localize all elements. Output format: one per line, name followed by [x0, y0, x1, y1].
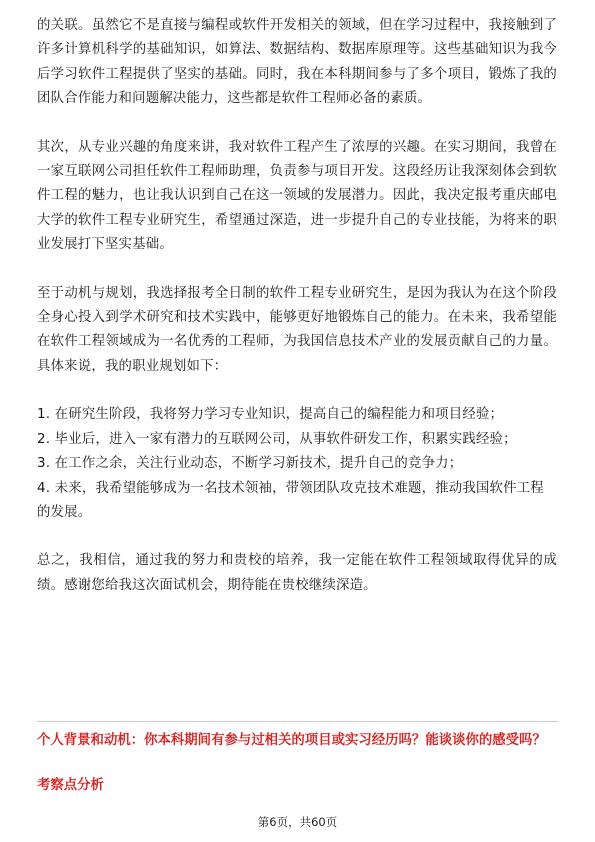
paragraph-motivation: 至于动机与规划，我选择报考全日制的软件工程专业研究生，是因为我认为在这个阶段全身心投入到学术研究和技术实践中，能够更好地锻炼自己的能力。在未来，我希望能在软件工程领域成为一名优秀的工程师，为我国信息技术产业的发展贡献自己的力量。具体来说，我的职业规划如下：: [37, 285, 557, 374]
list-item: 2. 毕业后，进入一家有潜力的互联网公司，从事软件研发工作，积累实践经验；: [37, 431, 517, 447]
interview-question: 个人背景和动机：你本科期间有参与过相关的项目或实习经历吗？能谈谈你的感受吗？: [37, 733, 546, 748]
divider: [37, 721, 558, 722]
page-number: 第6页，共60页: [257, 815, 338, 829]
analysis-heading: 考察点分析: [37, 778, 104, 793]
paragraph-background: 的关联。虽然它不是直接与编程或软件开发相关的领域，但在学习过程中，我接触到了许多计算机科学的基础知识，如算法、数据结构、数据库原理等。这些基础知识为我今后学习软件工程提供了坚实的基础。同时，我在本科期间参与了多个项目，锻炼了我的团队合作能力和问题解决能力，这些都是软件工程师必备的素质。: [37, 18, 557, 107]
document-body: [37, 14, 557, 598]
career-plan-list: [37, 403, 557, 525]
list-item: 1. 在研究生阶段，我将努力学习专业知识，提高自己的编程能力和项目经验；: [37, 407, 504, 423]
list-item: 4. 未来，我希望能够成为一名技术领袖，带领团队攻克技术难题，推动我国软件工程的发展。: [37, 480, 544, 520]
paragraph-interest: 其次，从专业兴趣的角度来讲，我对软件工程产生了浓厚的兴趣。在实习期间，我曾在一家互联网公司担任软件工程师助理，负责参与项目开发。这段经历让我深刻体会到软件工程的魅力，也让我认识到自己在这一领域的发展潜力。因此，我决定报考重庆邮电大学的软件工程专业研究生，希望通过深造，进一步提升自己的专业技能，为将来的职业发展打下坚实基础。: [37, 139, 557, 253]
list-item: 3. 在工作之余，关注行业动态，不断学习新技术，提升自己的竞争力；: [37, 456, 463, 472]
paragraph-conclusion: 总之，我相信，通过我的努力和贵校的培养，我一定能在软件工程领域取得优异的成绩。感谢您给我这次面试机会，期待能在贵校继续深造。: [37, 553, 557, 593]
